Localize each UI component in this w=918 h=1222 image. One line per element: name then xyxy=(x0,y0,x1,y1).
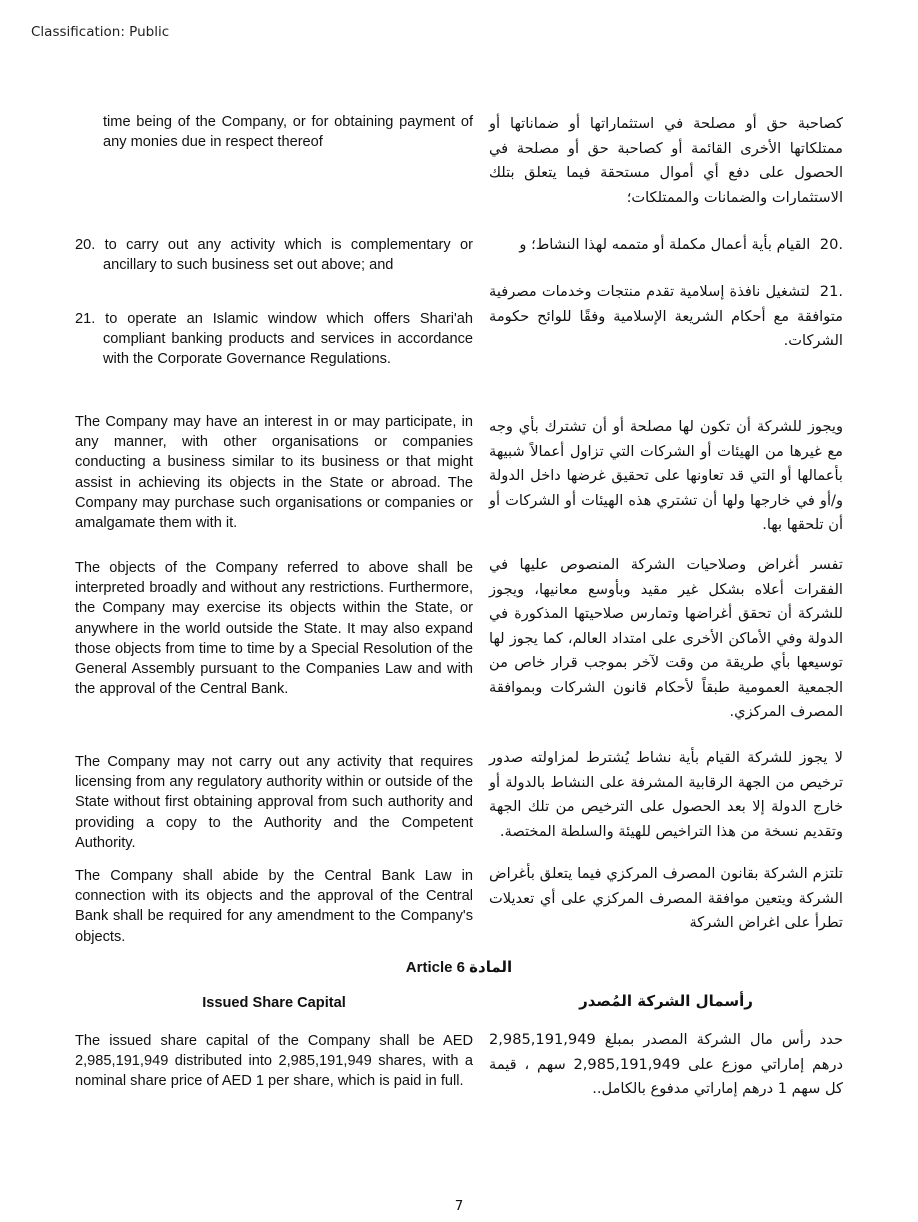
ar-paragraph-participation: ويجوز للشركة أن تكون لها مصلحة أو أن تشترك بأي وجه مع غيرها من الهيئات أو الشركات التي تزاول أعمالاً شبيهة بأعمالها أو التي قد تعاونها على تحقيق غرضها داخل الدولة و/أو في خارجها ولها أن تشتري هذه الهيئات أو الشركات أو أن تلحقها بها. xyxy=(489,418,843,533)
ar-paragraph-interpretation: تفسر أغراض وصلاحيات الشركة المنصوص عليها في الفقرات أعلاه بشكل غير مقيد وبأوسع معانيها، ويجوز للشركة أن تحقق أغراضها وتمارس صلاحيتها المذكورة في الدولة وفي الأماكن الأخرى على امتداد العالم، كما يجوز لها توسيعها بأي طريقة من وقت لآخر بموجب قرار خاص من الجمعية العمومية طبقاً لأحكام قانون الشركات وبموافقة المصرف المركزي. xyxy=(489,556,843,720)
article-heading xyxy=(0,958,918,976)
en-item-21: 21. to operate an Islamic window which offers Shari'ah compliant banking products and services in accordance with the Corporate Governance Regulations. xyxy=(75,311,473,368)
en-paragraph-licensing: The Company may not carry out any activity that requires licensing from any regulatory authority within or outside of the State without first obtaining approval from such authority and providing a copy to the Authority and the Competent Authority. xyxy=(75,754,473,851)
article-heading-en: Article 6 xyxy=(405,959,465,976)
ar-item-21-number: .21 xyxy=(819,283,843,300)
article-heading-ar: المادة xyxy=(469,958,513,976)
ar-item-21 xyxy=(489,280,843,354)
en-paragraph-share-capital: The issued share capital of the Company shall be AED 2,985,191,949 distributed into 2,985,191,949 shares, with a nominal share price of AED 1 per share, which is paid in full. xyxy=(75,1033,473,1090)
ar-item-continuation xyxy=(489,112,843,210)
ar-item-continuation-text: كصاحبة حق أو مصلحة في استثماراتها أو ضماناتها أو ممتلكاتها الأخرى القائمة أو كصاحبة حق أو مصلحة في الحصول على دفع أي أموال مستحقة فيما يتعلق بتلك الاستثمارات والضمانات والممتلكات؛ xyxy=(489,115,843,206)
ar-item-20-number: .20 xyxy=(819,236,843,253)
en-subheading-share-capital: Issued Share Capital xyxy=(202,995,346,1011)
en-paragraph-central-bank: The Company shall abide by the Central Bank Law in connection with its objects and the approval of the Central Bank shall be required for any amendment to the Company's objects. xyxy=(75,868,473,945)
classification-label: Classification: Public xyxy=(31,24,170,40)
en-paragraph-participation: The Company may have an interest in or may participate, in any manner, with other organisations or companies conducting a business similar to its business or that might assist in achieving its objects in the State or abroad. The Company may purchase such organisations or companies or amalgamate them with it. xyxy=(75,414,473,532)
ar-paragraph-central-bank: تلتزم الشركة بقانون المصرف المركزي فيما يتعلق بأغراض الشركة ويتعين موافقة المصرف المركزي على أي تعديلات تطرأ على اغراض الشركة xyxy=(489,865,843,931)
ar-paragraph-licensing: لا يجوز للشركة القيام بأية نشاط يُشترط لمزاولته صدور ترخيص من الجهة الرقابية المشرفة على النشاط بالدولة أو خارج الدولة إلا بعد الحصول على الترخيص من تلك الجهة وتقديم نسخة من هذا التراخيص للهيئة والسلطة المختصة. xyxy=(489,749,843,840)
en-paragraph-interpretation: The objects of the Company referred to above shall be interpreted broadly and without any restrictions. Furthermore, the Company may exercise its objects within the State, or anywhere in the world outside the State. It may also expand those objects from time to time by a Special Resolution of the General Assembly pursuant to the Companies Law and with the approval of the Central Bank. xyxy=(75,560,473,698)
ar-item-20-text: القيام بأية أعمال مكملة أو متممه لهذا النشاط؛ و xyxy=(519,236,811,253)
page-number: 7 xyxy=(454,1198,464,1214)
en-item-20: 20. to carry out any activity which is complementary or ancillary to such business set out above; and xyxy=(75,237,473,274)
ar-item-21-text: لتشغيل نافذة إسلامية تقدم منتجات وخدمات مصرفية متوافقة مع أحكام الشريعة الإسلامية وفقًا للوائح حكومة الشركات. xyxy=(489,283,843,349)
en-item-continuation-text: time being of the Company, or for obtaining payment of any monies due in respect thereof xyxy=(103,114,473,151)
ar-paragraph-share-capital: حدد رأس مال الشركة المصدر بمبلغ 2,985,191,949 درهم إماراتي موزع على 2,985,191,949 سهم ، قيمة كل سهم 1 درهم إماراتي مدفوع بالكامل.. xyxy=(489,1031,843,1097)
ar-subheading-share-capital: رأسمال الشركة المُصدر xyxy=(579,992,753,1010)
ar-item-20 xyxy=(489,233,843,258)
en-item-continuation xyxy=(75,112,473,152)
